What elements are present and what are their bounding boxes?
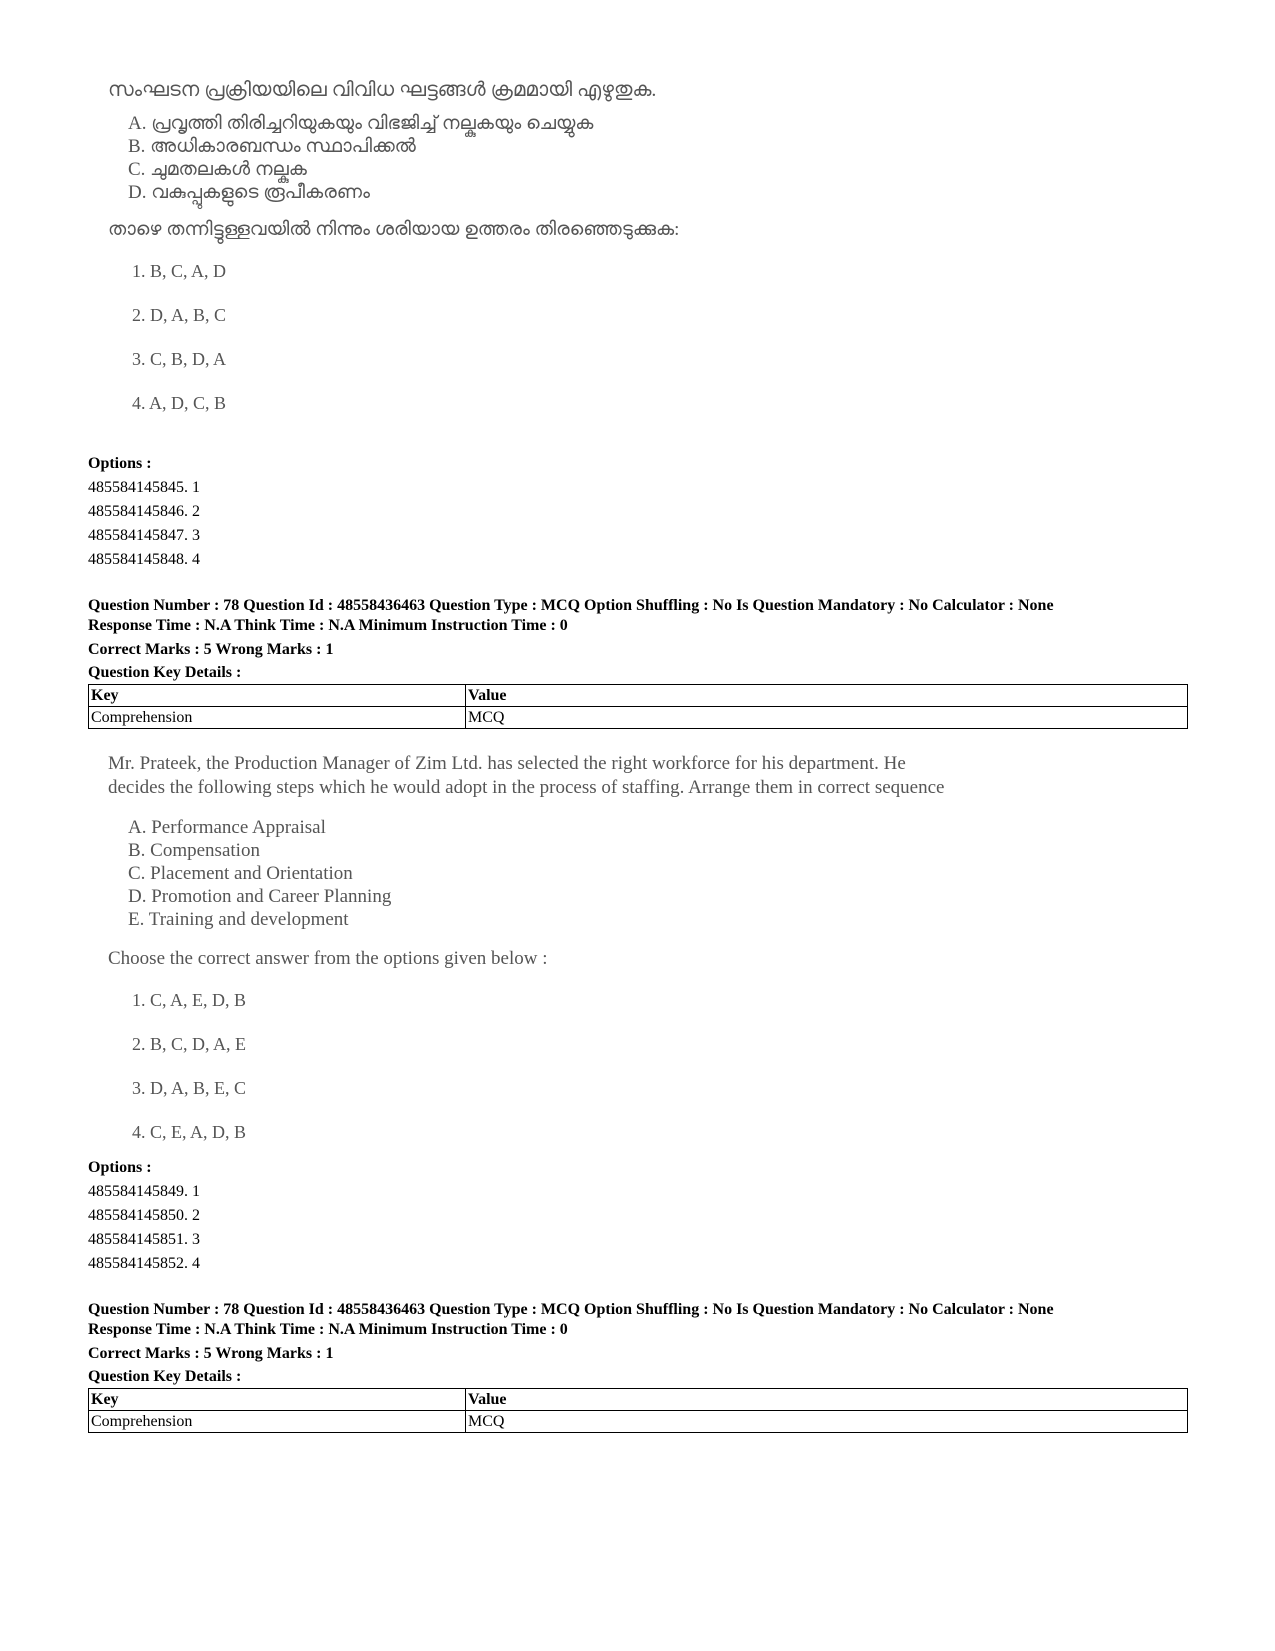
table-cell: MCQ (466, 1411, 1188, 1433)
option-item: 485584145847. 3 (88, 527, 200, 544)
answer-choices (108, 260, 848, 436)
table-header-row (89, 685, 1188, 707)
key-details-label: Question Key Details : (88, 1368, 242, 1385)
question-statement: Mr. Prateek, the Production Manager of Zim Ltd. has selected the right workforce for his department. He (108, 753, 906, 774)
option-item: 485584145845. 1 (88, 479, 200, 496)
option-item: 485584145852. 4 (88, 1255, 200, 1272)
table-cell: MCQ (466, 707, 1188, 729)
options-list (88, 1180, 1188, 1276)
question-image-english (108, 752, 1008, 1165)
option-item: 485584145849. 1 (88, 1183, 200, 1200)
option-item: 485584145850. 2 (88, 1207, 200, 1224)
options-label: Options : (88, 455, 152, 472)
answer-choice: 3. C, B, D, A (132, 349, 227, 369)
choose-instruction: താഴെ തന്നിട്ടുള്ളവയിൽ നിന്നും ശരിയായ ഉത്തരം തിരഞ്ഞെടുക്കുക: (108, 219, 680, 240)
question-item: B. Compensation (128, 840, 260, 861)
question-item: A. പ്രവൃത്തി തിരിച്ചറിയുകയും വിഭജിച്ച് നല്കുകയും ചെയ്യുക (128, 113, 594, 134)
question-items (108, 112, 848, 204)
question-meta-line: Question Number : 78 Question Id : 48558436463 Question Type : MCQ Option Shuffling : No Is Question Mandatory : No Calculator : None (88, 597, 1054, 614)
table-cell: Comprehension (89, 707, 466, 729)
answer-choice: 4. A, D, C, B (132, 393, 227, 413)
answer-choice: 1. C, A, E, D, B (132, 990, 247, 1010)
question-meta-line: Question Number : 78 Question Id : 48558436463 Question Type : MCQ Option Shuffling : No Is Question Mandatory : No Calculator : None (88, 1301, 1054, 1318)
question-statement: സംഘടന പ്രക്രിയയിലെ വിവിധ ഘട്ടങ്ങൾ ക്രമമായി എഴുതുക. (108, 79, 657, 101)
option-item: 485584145848. 4 (88, 551, 200, 568)
question-item: B. അധികാരബന്ധം സ്ഥാപിക്കൽ (128, 136, 416, 157)
question-meta (88, 1300, 1188, 1433)
key-details-table (88, 1388, 1188, 1433)
question-meta-line: Response Time : N.A Think Time : N.A Minimum Instruction Time : 0 (88, 617, 568, 634)
question-items (108, 816, 1008, 931)
question-meta-line: Response Time : N.A Think Time : N.A Minimum Instruction Time : 0 (88, 1321, 568, 1338)
answer-choice: 2. D, A, B, C (132, 305, 227, 325)
question-meta (88, 596, 1188, 729)
answer-choice: 3. D, A, B, E, C (132, 1078, 247, 1098)
question-item: C. ചുമതലകൾ നല്കുക (128, 159, 307, 180)
key-details-label: Question Key Details : (88, 664, 242, 681)
answer-choice: 1. B, C, A, D (132, 261, 227, 281)
options-list (88, 476, 1188, 572)
table-header-row (89, 1389, 1188, 1411)
options-block (88, 1156, 1188, 1276)
answer-choice: 2. B, C, D, A, E (132, 1034, 247, 1054)
marks-line: Correct Marks : 5 Wrong Marks : 1 (88, 641, 334, 658)
options-label: Options : (88, 1159, 152, 1176)
key-details-table (88, 684, 1188, 729)
answer-choices (108, 989, 1008, 1165)
question-item: C. Placement and Orientation (128, 863, 353, 884)
table-row (89, 1411, 1188, 1433)
question-image-malayalam (108, 78, 848, 436)
table-row (89, 707, 1188, 729)
choose-instruction: Choose the correct answer from the options given below : (108, 948, 548, 969)
option-item: 485584145851. 3 (88, 1231, 200, 1248)
table-header-cell: Key (89, 685, 466, 707)
table-header-cell: Value (466, 685, 1188, 707)
table-header-cell: Key (89, 1389, 466, 1411)
question-statement: decides the following steps which he would adopt in the process of staffing. Arrange them in correct sequence (108, 777, 945, 798)
table-cell: Comprehension (89, 1411, 466, 1433)
options-block (88, 452, 1188, 572)
answer-choice: 4. C, E, A, D, B (132, 1122, 247, 1142)
question-item: D. വകുപ്പുകളുടെ രൂപീകരണം (128, 182, 370, 203)
marks-line: Correct Marks : 5 Wrong Marks : 1 (88, 1345, 334, 1362)
question-item: D. Promotion and Career Planning (128, 886, 392, 907)
table-header-cell: Value (466, 1389, 1188, 1411)
question-item: E. Training and development (128, 909, 349, 930)
option-item: 485584145846. 2 (88, 503, 200, 520)
question-item: A. Performance Appraisal (128, 817, 326, 838)
